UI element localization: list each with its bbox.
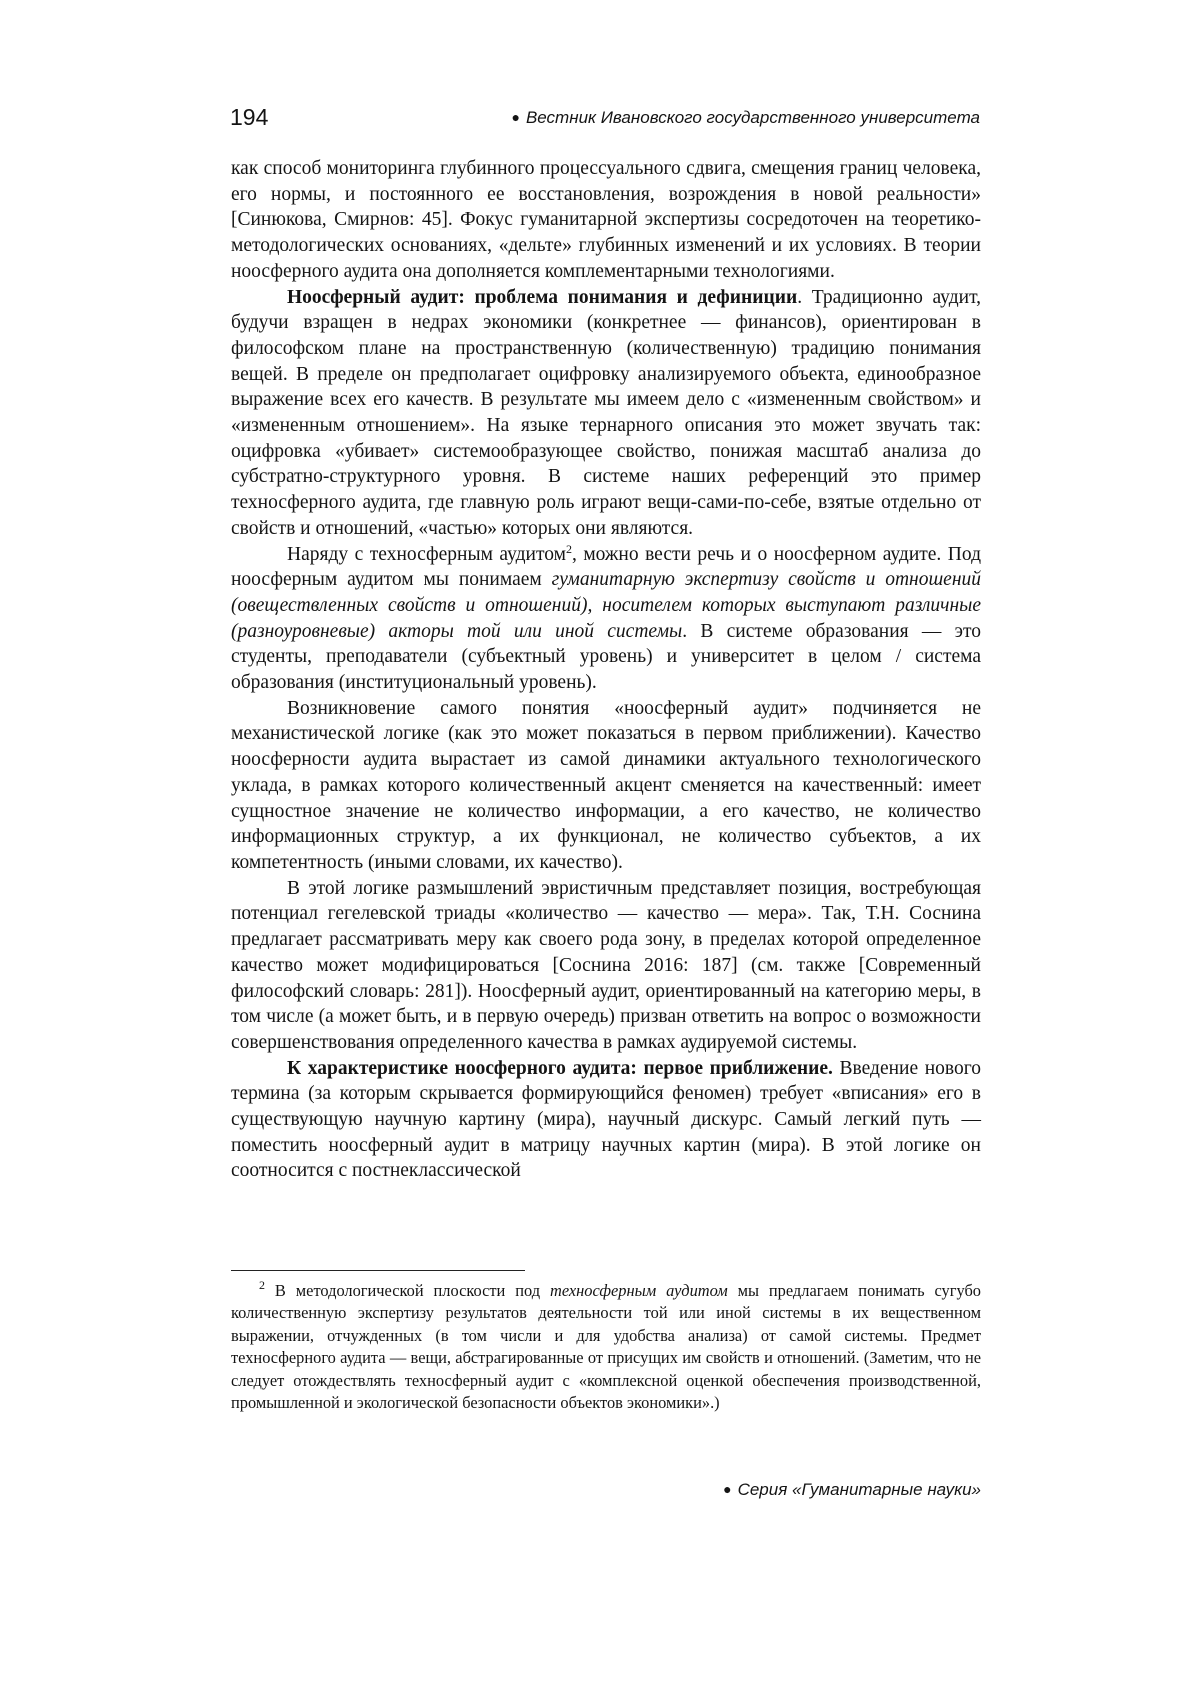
series-footer <box>723 1475 981 1504</box>
article-body <box>231 156 981 1184</box>
bullet-icon: ● <box>723 1481 731 1497</box>
footnote <box>231 1280 981 1414</box>
page-number: 194 <box>230 101 268 133</box>
paragraph-3-start: Наряду с техносферным аудитом <box>287 544 566 565</box>
footnote-mark: 2 <box>259 1278 265 1292</box>
journal-title-text: Вестник Ивановского государственного университета <box>526 108 980 127</box>
bullet-icon: ● <box>511 109 519 125</box>
paragraph-5: В этой логике размышлений эвристичным представляет позиция, востребующая потенциал гегелевской триады «количество — качество — мера». Так, Т.Н. Соснина предлагает рассматривать меру как своего рода зону, в пределах которой определенное качество может модифицироваться [Соснина 2016: 187] (см. также [Современный философский словарь: 281]). Ноосферный аудит, ориентированный на категорию меры, в том числе (а может быть, и в первую очередь) призван ответить на вопрос о возможности совершенствования определенного качества в рамках аудируемой системы. <box>231 876 981 1056</box>
definition-italic: гуманитарную экспертизу свойств и отношений (овеществленных свойств и отношений), носителем которых выступают различные (разноуровневые) акторы той или иной системы <box>231 569 981 641</box>
paragraph-6-text: Введение нового термина (за которым скрывается формирующийся феномен) требует «вписания» его в существующую научную картину (мира), научный дискурс. Самый легкий путь — поместить ноосферный аудит в матрицу научных картин (мира). В этой логике он соотносится с постнеклассической <box>231 1058 981 1182</box>
footnote-reference[interactable]: 2 <box>566 542 572 556</box>
paragraph-3-mid: , можно вести речь и о ноосферном аудите. Под ноосферным аудитом мы понимаем <box>231 544 981 591</box>
footnote-divider <box>231 1270 525 1271</box>
series-title: Серия «Гуманитарные науки» <box>738 1480 981 1499</box>
running-head <box>230 101 980 133</box>
paragraph-3-end: . В системе образования — это студенты, преподаватели (субъектный уровень) и университет в целом / система образования (институциональный уровень). <box>231 621 981 693</box>
paragraph-4: Возникновение самого понятия «ноосферный аудит» подчиняется не механистической логике (как это может показаться в первом приближении). Качество ноосферности аудита вырастает из самой динамики актуального технологического уклада, в рамках которого количественный акцент сменяется на качественный: имеет сущностное значение не количество информации, а его качество, не количество информационных структур, а их функционал, не количество субъектов, а их компетентность (иными словами, их качество). <box>231 696 981 876</box>
section-heading-first-approximation: К характеристике ноосферного аудита: первое приближение. <box>287 1058 833 1079</box>
journal-page <box>0 0 1200 1697</box>
paragraph-6 <box>231 1056 981 1185</box>
footnote-start: В методологической плоскости под <box>265 1281 550 1300</box>
paragraph-2 <box>231 285 981 542</box>
footnote-italic-term: техносферным аудитом <box>550 1281 728 1300</box>
paragraph-3 <box>231 542 981 696</box>
paragraph-1: как способ мониторинга глубинного процессуального сдвига, смещения границ человека, его нормы, и постоянного ее восстановления, возрождения в новой реальности» [Синюкова, Смирнов: 45]. Фокус гуманитарной экспертизы сосредоточен на теоретико-методологических основаниях, «дельте» глубинных изменений и их условиях. В теории ноосферного аудита она дополняется комплементарными технологиями. <box>231 156 981 285</box>
journal-title <box>511 103 980 132</box>
section-heading-noosphere-audit: Ноосферный аудит: проблема понимания и дефиниции <box>287 287 797 308</box>
footnote-end: мы предлагаем понимать сугубо количественную экспертизу результатов деятельности той или иной системы в их вещественном выражении, отчужденных (в том числи и для удобства анализа) от самой системы. Предмет техносферного аудита — вещи, абстрагированные от присущих им свойств и отношений. (Заметим, что не следует отождествлять техносферный аудит с «комплексной оценкой обеспечения производственной, промышленной и экологической безопасности объектов экономики».) <box>231 1281 981 1412</box>
paragraph-2-text: . Традиционно аудит, будучи взращен в недрах экономики (конкретнее — финансов), ориентирован в философском плане на пространственную (количественную) традицию понимания вещей. В пределе он предполагает оцифровку анализируемого объекта, единообразное выражение всех его качеств. В результате мы имеем дело с «измененным свойством» и «измененным отношением». На языке тернарного описания это может звучать так: оцифровка «убивает» системообразующее свойство, понижая масштаб анализа до субстратно-структурного уровня. В системе наших референций это пример техносферного аудита, где главную роль играют вещи-сами-по-себе, взятые отдельно от свойств и отношений, «частью» которых они являются. <box>231 287 981 539</box>
